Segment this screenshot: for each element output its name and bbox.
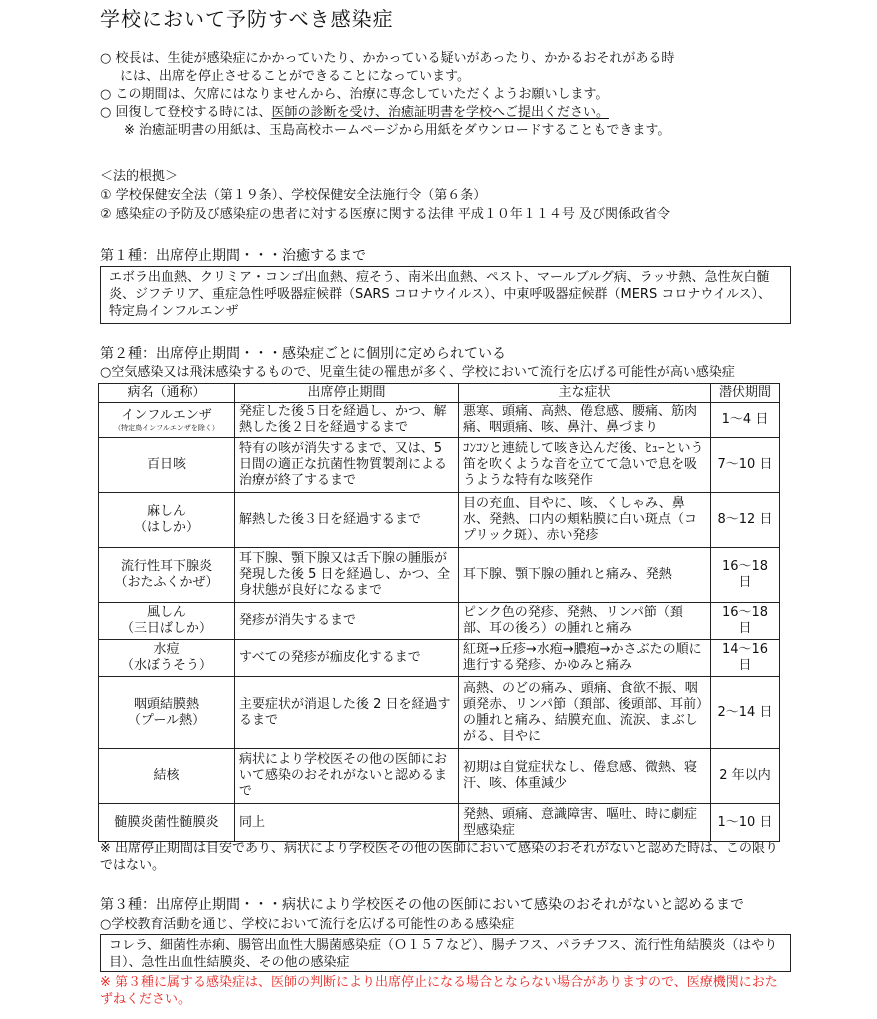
incubation-cell: 1～10 日 xyxy=(711,804,780,842)
underlined-instruction: 医師の診断を受け、治癒証明書を学校へご提出ください。 xyxy=(271,105,609,120)
disease-name-cell xyxy=(99,403,235,438)
table-row xyxy=(99,603,780,640)
disease-name-cell: 流行性耳下腺炎 （おたふくかぜ） xyxy=(99,548,235,603)
period-cell: 主要症状が消退した後 2 日を経過するまで xyxy=(235,677,459,749)
incubation-cell: 7～10 日 xyxy=(711,438,780,493)
incubation-cell: 2 年以内 xyxy=(711,749,780,804)
intro-section xyxy=(100,50,800,140)
class3-title: 第３種：出席停止期間・・・病状により学校医その他の医師において感染のおそれがないと認めるまで xyxy=(100,897,744,913)
period-cell: すべての発疹が痂皮化するまで xyxy=(235,640,459,677)
symptoms-cell: 目の充血、目やに、咳、くしゃみ、鼻水、発熱、口内の頬粘膜に白い斑点（コプリック斑）、赤い発疹 xyxy=(459,493,711,548)
intro-line: ○ この期間は、欠席にはなりませんから、治療に専念していただくようお願いします。 xyxy=(100,87,609,102)
intro-line: には、出席を停止させることができることになっています。 xyxy=(120,69,470,84)
symptoms-cell: 初期は自覚症状なし、倦怠感、微熱、寝汗、咳、体重減少 xyxy=(459,749,711,804)
incubation-cell: 8～12 日 xyxy=(711,493,780,548)
intro-line: ○ 校長は、生徒が感染症にかかっていたり、かかっている疑いがあったり、かかるおそれがある時 xyxy=(100,51,675,66)
class1-title: 第１種：出席停止期間・・・治癒するまで xyxy=(100,248,366,264)
table-header: 病名（通称） xyxy=(99,384,235,403)
symptoms-cell: 悪寒、頭痛、高熱、倦怠感、腰痛、筋肉痛、咽頭痛、咳、鼻汁、鼻づまり xyxy=(459,403,711,438)
symptoms-cell: ピンク色の発疹、発熱、リンパ節（頚部、耳の後ろ）の腫れと痛み xyxy=(459,603,711,640)
symptoms-cell: 耳下腺、顎下腺の腫れと痛み、発熱 xyxy=(459,548,711,603)
table-row xyxy=(99,749,780,804)
table-row xyxy=(99,804,780,842)
incubation-cell: 14～16 日 xyxy=(711,640,780,677)
table-header: 出席停止期間 xyxy=(235,384,459,403)
period-cell: 同上 xyxy=(235,804,459,842)
legal-basis-item: ① 学校保健安全法（第１９条）、学校保健安全法施行令（第６条） xyxy=(100,188,487,203)
incubation-cell: 2～14 日 xyxy=(711,677,780,749)
disease-name-cell: 麻しん （はしか） xyxy=(99,493,235,548)
class3-subtitle: ○学校教育活動を通じ、学校において流行を広げる可能性のある感染症 xyxy=(100,917,515,932)
legal-basis-item: ② 感染症の予防及び感染症の患者に対する医療に関する法律 平成１０年１１４号 及び関係政省令 xyxy=(100,207,671,222)
symptoms-cell: 発熱、頭痛、意識障害、嘔吐、時に劇症型感染症 xyxy=(459,804,711,842)
table-row xyxy=(99,493,780,548)
table-header-row xyxy=(99,384,780,403)
class2-footnote: ※ 出席停止期間は目安であり、病状により学校医その他の医師において感染のおそれがないと認めた時は、この限りではない。 xyxy=(100,841,779,873)
disease-name-cell: 髄膜炎菌性髄膜炎 xyxy=(99,804,235,842)
incubation-cell: 1～4 日 xyxy=(711,403,780,438)
class2-subtitle: ○空気感染又は飛沫感染するもので、児童生徒の罹患が多く、学校において流行を広げる可能性が高い感染症 xyxy=(100,365,735,380)
table-row xyxy=(99,640,780,677)
incubation-cell: 16～18 日 xyxy=(711,548,780,603)
table-row xyxy=(99,403,780,438)
symptoms-cell: ｺﾝｺﾝと連続して咳き込んだ後、ﾋｭｰという笛を吹くような音を立てて急いで息を吸うような特有な咳発作 xyxy=(459,438,711,493)
legal-basis xyxy=(100,168,670,225)
table-row xyxy=(99,677,780,749)
class2-title: 第２種：出席停止期間・・・感染症ごとに個別に定められている xyxy=(100,346,506,362)
table-row xyxy=(99,438,780,493)
class3-note: ※ 第３種に属する感染症は、医師の判断により出席停止になる場合とならない場合がありますので、医療機関におたずねください。 xyxy=(100,975,778,1007)
table-header: 主な症状 xyxy=(459,384,711,403)
period-cell: 解熱した後３日を経過するまで xyxy=(235,493,459,548)
disease-name-cell: 風しん （三日ばしか） xyxy=(99,603,235,640)
class1-diseases-box: エボラ出血熱、クリミア・コンゴ出血熱、痘そう、南米出血熱、ペスト、マールブルグ病、ラッサ熱、急性灰白髄炎、ジフテリア、重症急性呼吸器症候群（SARS コロナウイルス）、中東呼吸器症候群（MERS コロナウイルス）、特定鳥インフルエンザ xyxy=(100,266,791,324)
period-cell: 発疹が消失するまで xyxy=(235,603,459,640)
intro-line xyxy=(100,104,800,122)
table-row xyxy=(99,548,780,603)
period-cell: 病状により学校医その他の医師において感染のおそれがないと認めるまで xyxy=(235,749,459,804)
class3-diseases-box: コレラ、細菌性赤痢、腸管出血性大腸菌感染症（Ｏ１５７など）、腸チフス、パラチフス、流行性角結膜炎（はやり目）、急性出血性結膜炎、その他の感染症 xyxy=(100,934,791,972)
class2-table xyxy=(98,383,780,842)
intro-note: ※ 治癒証明書の用紙は、玉島高校ホームページから用紙をダウンロードすることもできます。 xyxy=(124,123,671,138)
disease-note: （特定鳥インフルエンザを除く） xyxy=(114,423,219,432)
symptoms-cell: 紅斑→丘疹→水疱→膿疱→かさぶたの順に進行する発疹、かゆみと痛み xyxy=(459,640,711,677)
disease-name-cell: 咽頭結膜熱 （プール熱） xyxy=(99,677,235,749)
intro-text: ○ 回復して登校する時には、 xyxy=(100,105,272,120)
period-cell: 特有の咳が消失するまで、又は、5 日間の適正な抗菌性物質製剤による治療が終了するまで xyxy=(235,438,459,493)
disease-name-cell: 結核 xyxy=(99,749,235,804)
incubation-cell: 16～18 日 xyxy=(711,603,780,640)
page-title: 学校において予防すべき感染症 xyxy=(100,7,394,31)
legal-basis-heading: ＜法的根拠＞ xyxy=(100,169,179,184)
period-cell: 耳下腺、顎下腺又は舌下腺の腫脹が発現した後 5 日を経過し、かつ、全身状態が良好になるまで xyxy=(235,548,459,603)
period-cell: 発症した後５日を経過し、かつ、解熱した後２日を経過するまで xyxy=(235,403,459,438)
disease-name-cell: 水痘 （水ぼうそう） xyxy=(99,640,235,677)
disease-name-cell: 百日咳 xyxy=(99,438,235,493)
table-header: 潜伏期間 xyxy=(711,384,780,403)
symptoms-cell: 高熱、のどの痛み、頭痛、食欲不振、咽頭発赤、リンパ節（頚部、後頭部、耳前）の腫れと痛み、結膜充血、流涙、まぶしがる、目やに xyxy=(459,677,711,749)
disease-name: インフルエンザ xyxy=(121,407,212,423)
